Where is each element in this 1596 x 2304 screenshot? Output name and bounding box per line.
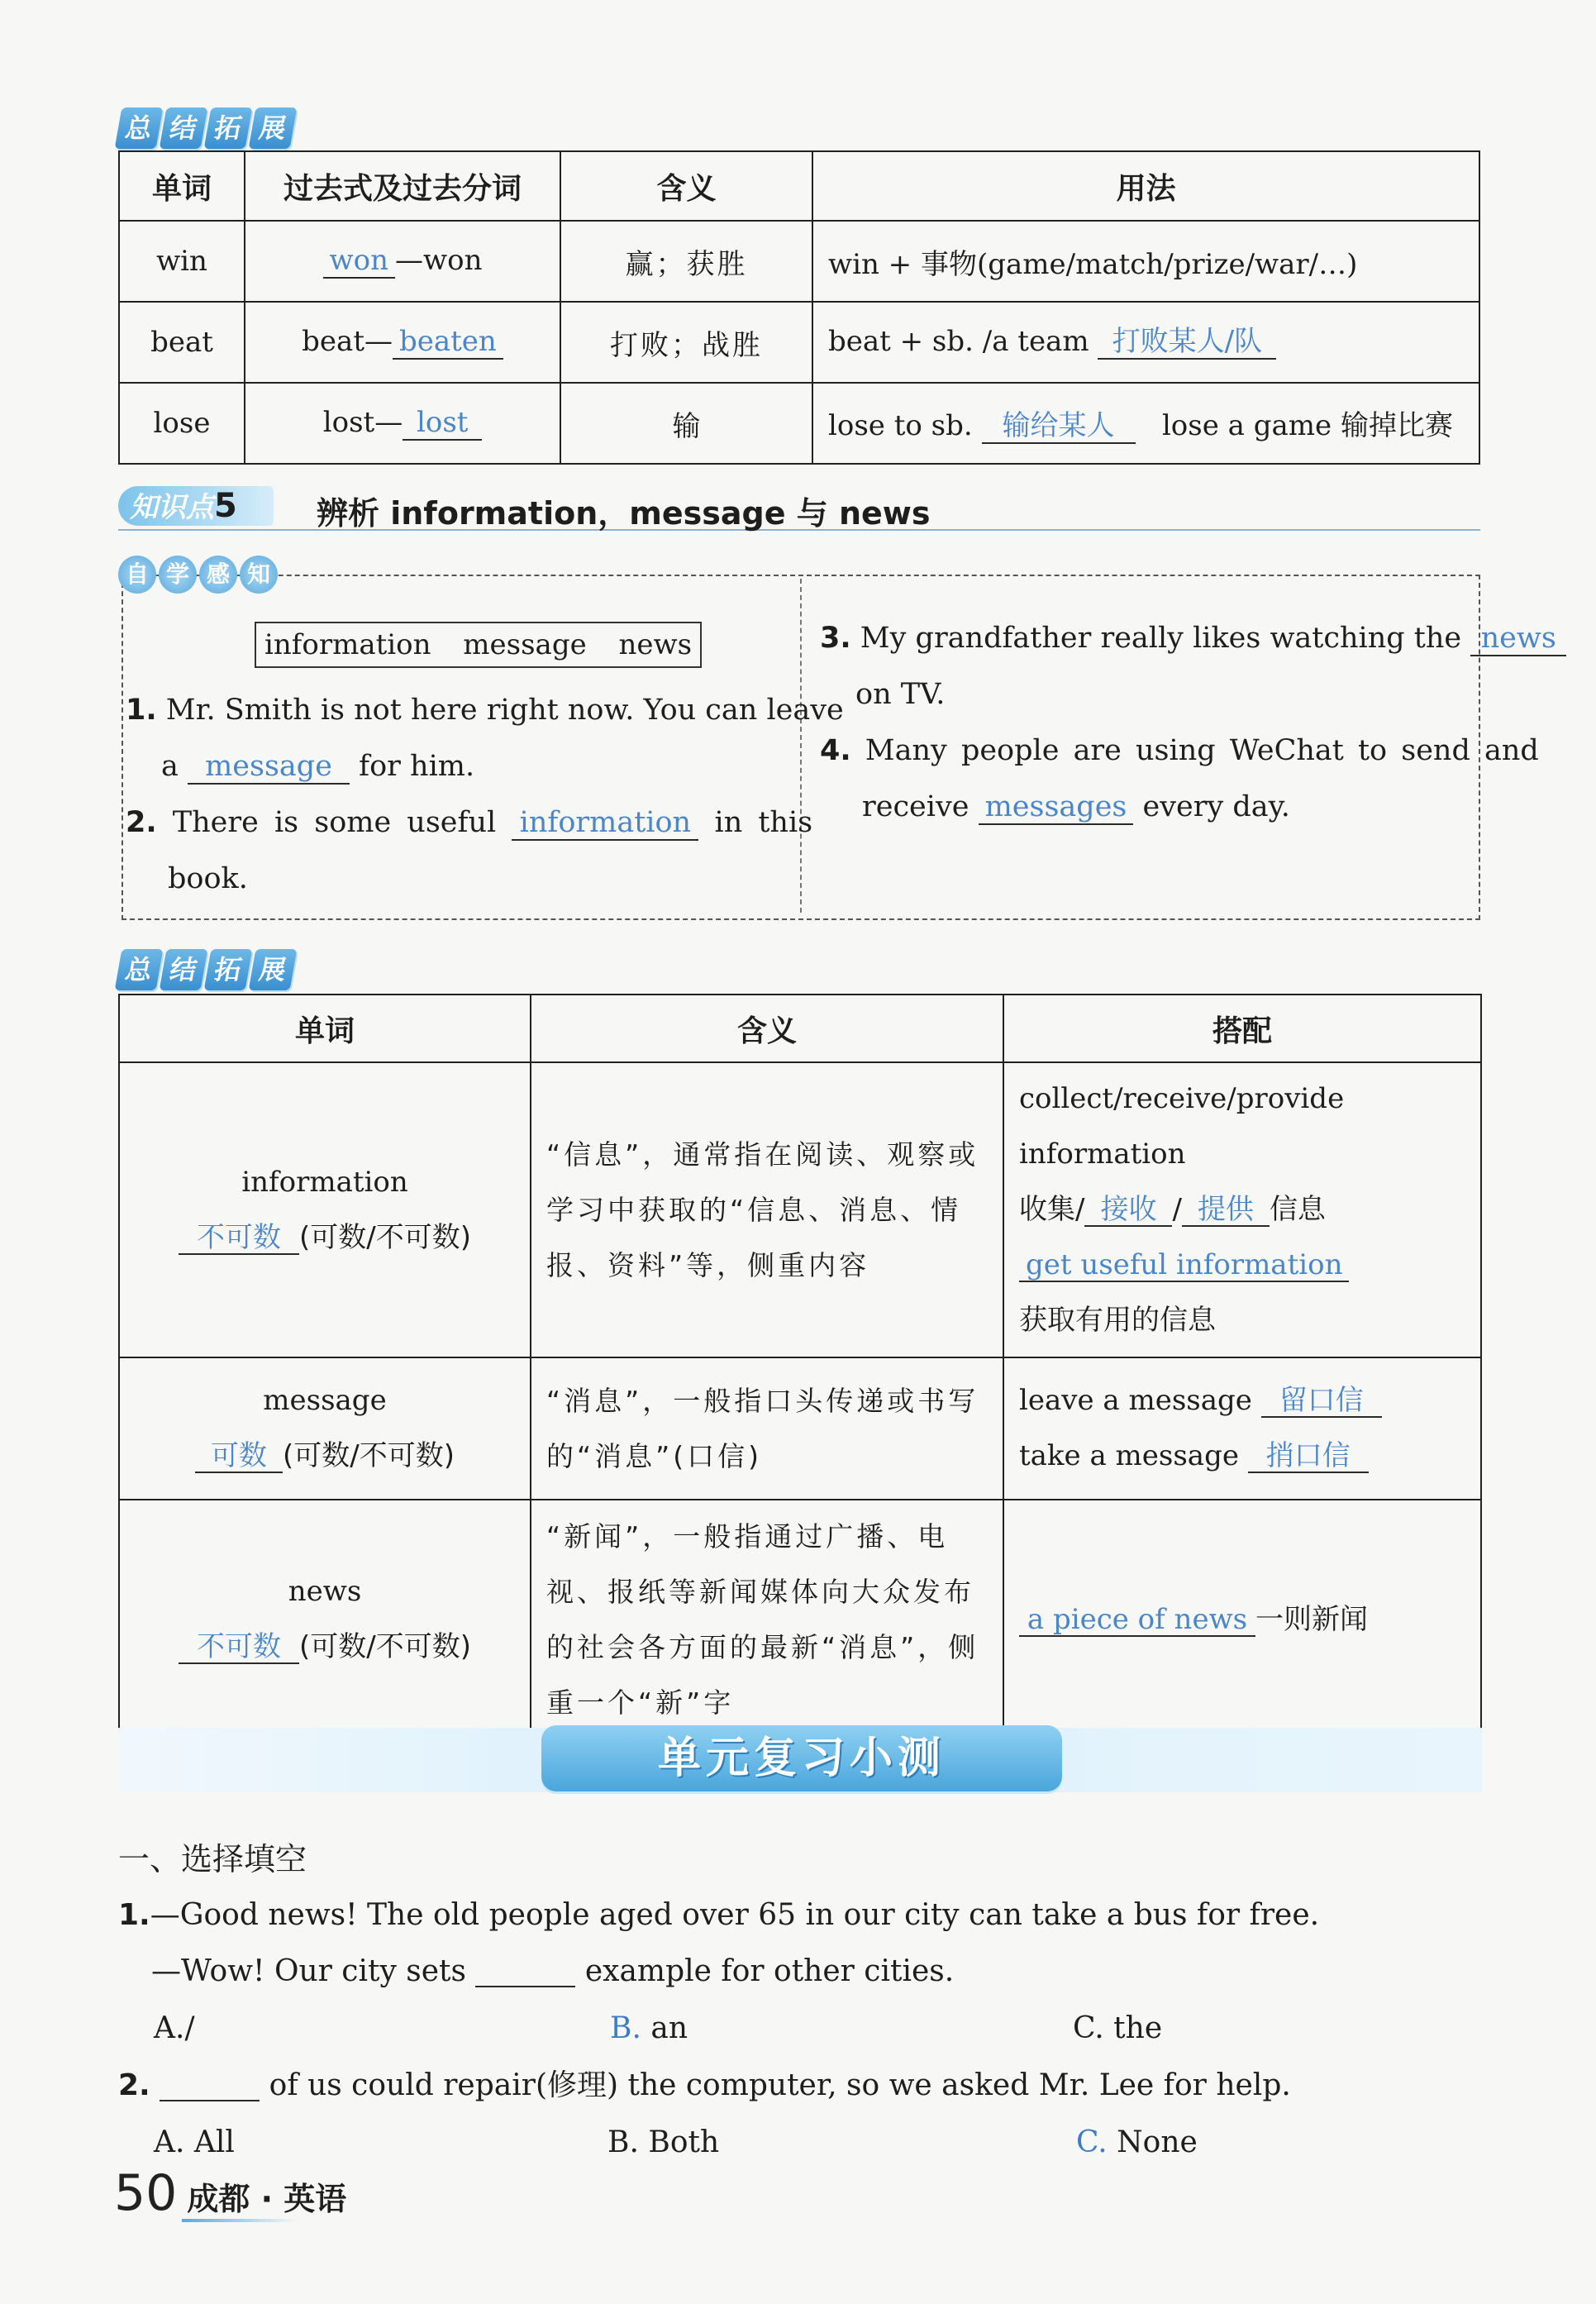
answer-blank[interactable]	[160, 2073, 260, 2101]
collocation-text: 获取有用的信息	[1019, 1304, 1216, 1337]
header-word: 单词	[119, 995, 531, 1062]
section-title: 一、选择填空	[118, 1841, 307, 1877]
option-c[interactable]	[1073, 2011, 1162, 2045]
table-row	[119, 302, 1479, 383]
badge-char: 知	[240, 556, 278, 594]
word: message	[263, 1384, 387, 1417]
table-header-row	[119, 995, 1481, 1062]
knowledge-point-badge	[118, 486, 274, 526]
collocation-text: 收集/	[1019, 1193, 1085, 1226]
meaning-cell: “消息”，一般指口头传递或书写的“消息”(口信)	[531, 1357, 1003, 1500]
count-hint: (可数/不可数)	[283, 1439, 455, 1472]
option-letter: B.	[607, 2125, 639, 2159]
exercise-1-line2	[161, 738, 474, 794]
option-text: None	[1117, 2125, 1198, 2159]
collocation-cell	[1003, 1062, 1481, 1357]
q-text: receive	[862, 790, 970, 823]
collocation-text: leave a message	[1019, 1384, 1252, 1417]
exercise-1	[126, 682, 844, 738]
answer-blank: information	[512, 807, 698, 841]
collocation-text: 信息	[1269, 1193, 1326, 1226]
summary-badge	[118, 949, 293, 990]
q-number: 1.	[126, 694, 157, 727]
exercise-2	[126, 794, 812, 851]
header-collocation: 搭配	[1003, 995, 1481, 1062]
footer-accent-line	[182, 2219, 298, 2222]
option-b[interactable]	[607, 2125, 719, 2159]
word-cell: beat	[119, 302, 245, 383]
option-text: an	[650, 2011, 688, 2045]
summary-badge	[118, 107, 293, 149]
kp-label: 知识点	[130, 491, 214, 524]
word-cell	[119, 1500, 531, 1739]
word-cell	[119, 1062, 531, 1357]
page-number: 50	[114, 2164, 178, 2222]
header-forms: 过去式及过去分词	[245, 151, 560, 221]
usage-cell	[812, 302, 1479, 383]
q-text: There is some useful	[172, 806, 497, 839]
q-text: My grandfather really likes watching the	[860, 622, 1462, 655]
option-b[interactable]	[610, 2011, 688, 2045]
header-usage: 用法	[812, 151, 1479, 221]
option-a[interactable]	[154, 2011, 195, 2045]
usage-text: beat + sb. /a team	[828, 325, 1089, 359]
q-number: 2.	[118, 2068, 150, 2102]
page-footer	[114, 2164, 346, 2222]
q-text: —Good news! The old people aged over 65 in our city can take a bus for free.	[150, 1898, 1320, 1932]
q-number: 1.	[118, 1898, 150, 1932]
table-header-row	[119, 151, 1479, 221]
answer-blank: 输给某人	[982, 411, 1136, 443]
exercise-3	[820, 610, 1566, 666]
q-text: example for other cities.	[584, 1954, 955, 1988]
badge-char: 结	[160, 949, 208, 990]
answer-blank: beaten	[393, 327, 503, 359]
meaning-cell: 输	[560, 383, 812, 464]
option-letter: A.	[154, 2125, 185, 2159]
answer-blank: won	[323, 246, 395, 278]
option-text: /	[184, 2011, 195, 2045]
q-text: Many people are using WeChat to send and	[865, 734, 1539, 767]
option-c[interactable]	[1076, 2125, 1198, 2159]
usage-text: lose to sb.	[828, 409, 973, 443]
option-letter: A.	[154, 2011, 185, 2045]
word-cell	[119, 1357, 531, 1500]
exercise-4	[820, 723, 1539, 779]
question-1-line2	[151, 1944, 954, 2000]
answer-blank: 不可数	[179, 1223, 299, 1255]
meaning-cell: “信息”，通常指在阅读、观察或学习中获取的“信息、消息、情报、资料”等，侧重内容	[531, 1062, 1003, 1357]
badge-char: 结	[160, 107, 208, 149]
answer-blank: 不可数	[179, 1632, 299, 1664]
usage-cell	[812, 383, 1479, 464]
collocation-cell	[1003, 1357, 1481, 1500]
divider	[800, 579, 802, 913]
answer-blank: 打败某人/队	[1098, 327, 1276, 359]
meaning-cell: 赢；获胜	[560, 221, 812, 302]
answer-blank: 提供	[1182, 1195, 1270, 1227]
forms-cell	[245, 383, 560, 464]
q-text: for him.	[359, 750, 475, 783]
comparison-table	[118, 994, 1482, 1740]
meaning-cell: 打败；战胜	[560, 302, 812, 383]
option-text: Both	[648, 2125, 720, 2159]
exercise-2-line2: book.	[168, 862, 248, 895]
header-meaning: 含义	[531, 995, 1003, 1062]
kp-title: 辨析 information，message 与 news	[317, 495, 931, 532]
badge-char: 总	[115, 107, 164, 149]
option-a[interactable]	[154, 2125, 235, 2159]
verb-forms-table	[118, 150, 1480, 465]
badge-char: 自	[118, 556, 156, 594]
option-letter: C.	[1076, 2125, 1108, 2159]
q-number: 3.	[820, 622, 851, 655]
table-row	[119, 1500, 1481, 1739]
option-text: All	[193, 2125, 235, 2159]
collocation-text: 一则新闻	[1255, 1602, 1368, 1636]
q-number: 2.	[126, 806, 157, 839]
answer-blank: 留口信	[1261, 1386, 1382, 1418]
answer-blank: message	[188, 751, 350, 785]
collocation-text: /	[1172, 1193, 1182, 1226]
answer-blank: messages	[979, 791, 1134, 825]
exercise-4-line2	[862, 779, 1290, 835]
badge-char: 拓	[204, 949, 253, 990]
word-cell: win	[119, 221, 245, 302]
word: information	[241, 1165, 408, 1199]
word: news	[288, 1575, 362, 1608]
header-meaning: 含义	[560, 151, 812, 221]
badge-char: 展	[249, 107, 298, 149]
q-text: a	[161, 750, 179, 783]
answer-blank: 可数	[195, 1441, 283, 1473]
option-text: the	[1113, 2011, 1163, 2045]
q-text: every day.	[1142, 790, 1290, 823]
collocation-cell	[1003, 1500, 1481, 1739]
q-text: of us could repair(修理) the computer, so we asked Mr. Lee for help.	[269, 2068, 1291, 2102]
usage-extra: lose a game 输掉比赛	[1161, 409, 1453, 443]
badge-char: 感	[199, 556, 237, 594]
answer-blank: a piece of news	[1019, 1605, 1255, 1637]
option-letter: C.	[1073, 2011, 1104, 2045]
q-text: —Wow! Our city sets	[151, 1954, 466, 1988]
table-row	[119, 221, 1479, 302]
kp-number: 5	[214, 487, 237, 525]
forms-cell	[245, 221, 560, 302]
table-row	[119, 1062, 1481, 1357]
question-2	[118, 2058, 1291, 2114]
word-box: information message news	[255, 622, 702, 668]
answer-blank: 捎口信	[1248, 1441, 1369, 1473]
q-number: 4.	[820, 734, 851, 767]
answer-blank: lost	[403, 408, 482, 440]
forms-cell	[245, 302, 560, 383]
answer-blank[interactable]	[475, 1959, 575, 1987]
exercise-3-line2: on TV.	[855, 678, 946, 711]
answer-blank: news	[1470, 623, 1566, 656]
usage-cell: win + 事物(game/match/prize/war/…)	[812, 221, 1479, 302]
word-cell: lose	[119, 383, 245, 464]
self-study-badge	[118, 556, 278, 594]
badge-char: 总	[115, 949, 164, 990]
badge-char: 展	[249, 949, 298, 990]
knowledge-point-header	[118, 486, 1480, 531]
unit-review-banner: 单元复习小测	[541, 1725, 1062, 1791]
count-hint: (可数/不可数)	[299, 1220, 471, 1254]
form-text: —won	[395, 244, 483, 278]
collocation-text: collect/receive/provide information	[1019, 1082, 1345, 1171]
header-word: 单词	[119, 151, 245, 221]
question-1	[118, 1887, 1319, 1944]
answer-blank: get useful information	[1019, 1250, 1349, 1282]
q-text: Mr. Smith is not here right now. You can leave	[165, 694, 844, 727]
table-row	[119, 1357, 1481, 1500]
answer-blank: 接收	[1084, 1195, 1172, 1227]
collocation-text: take a message	[1019, 1439, 1239, 1472]
count-hint: (可数/不可数)	[299, 1630, 471, 1663]
table-row	[119, 383, 1479, 464]
meaning-cell: “新闻”，一般指通过广播、电视、报纸等新闻媒体向大众发布的社会各方面的最新“消息”，侧重一个“新”字	[531, 1500, 1003, 1739]
form-text: beat—	[302, 325, 393, 359]
q-text: in this	[714, 806, 813, 839]
badge-char: 学	[159, 556, 197, 594]
book-subtitle: 成都 · 英语	[187, 2181, 347, 2217]
form-text: lost—	[322, 406, 403, 440]
badge-char: 拓	[204, 107, 253, 149]
option-letter: B.	[610, 2011, 641, 2045]
